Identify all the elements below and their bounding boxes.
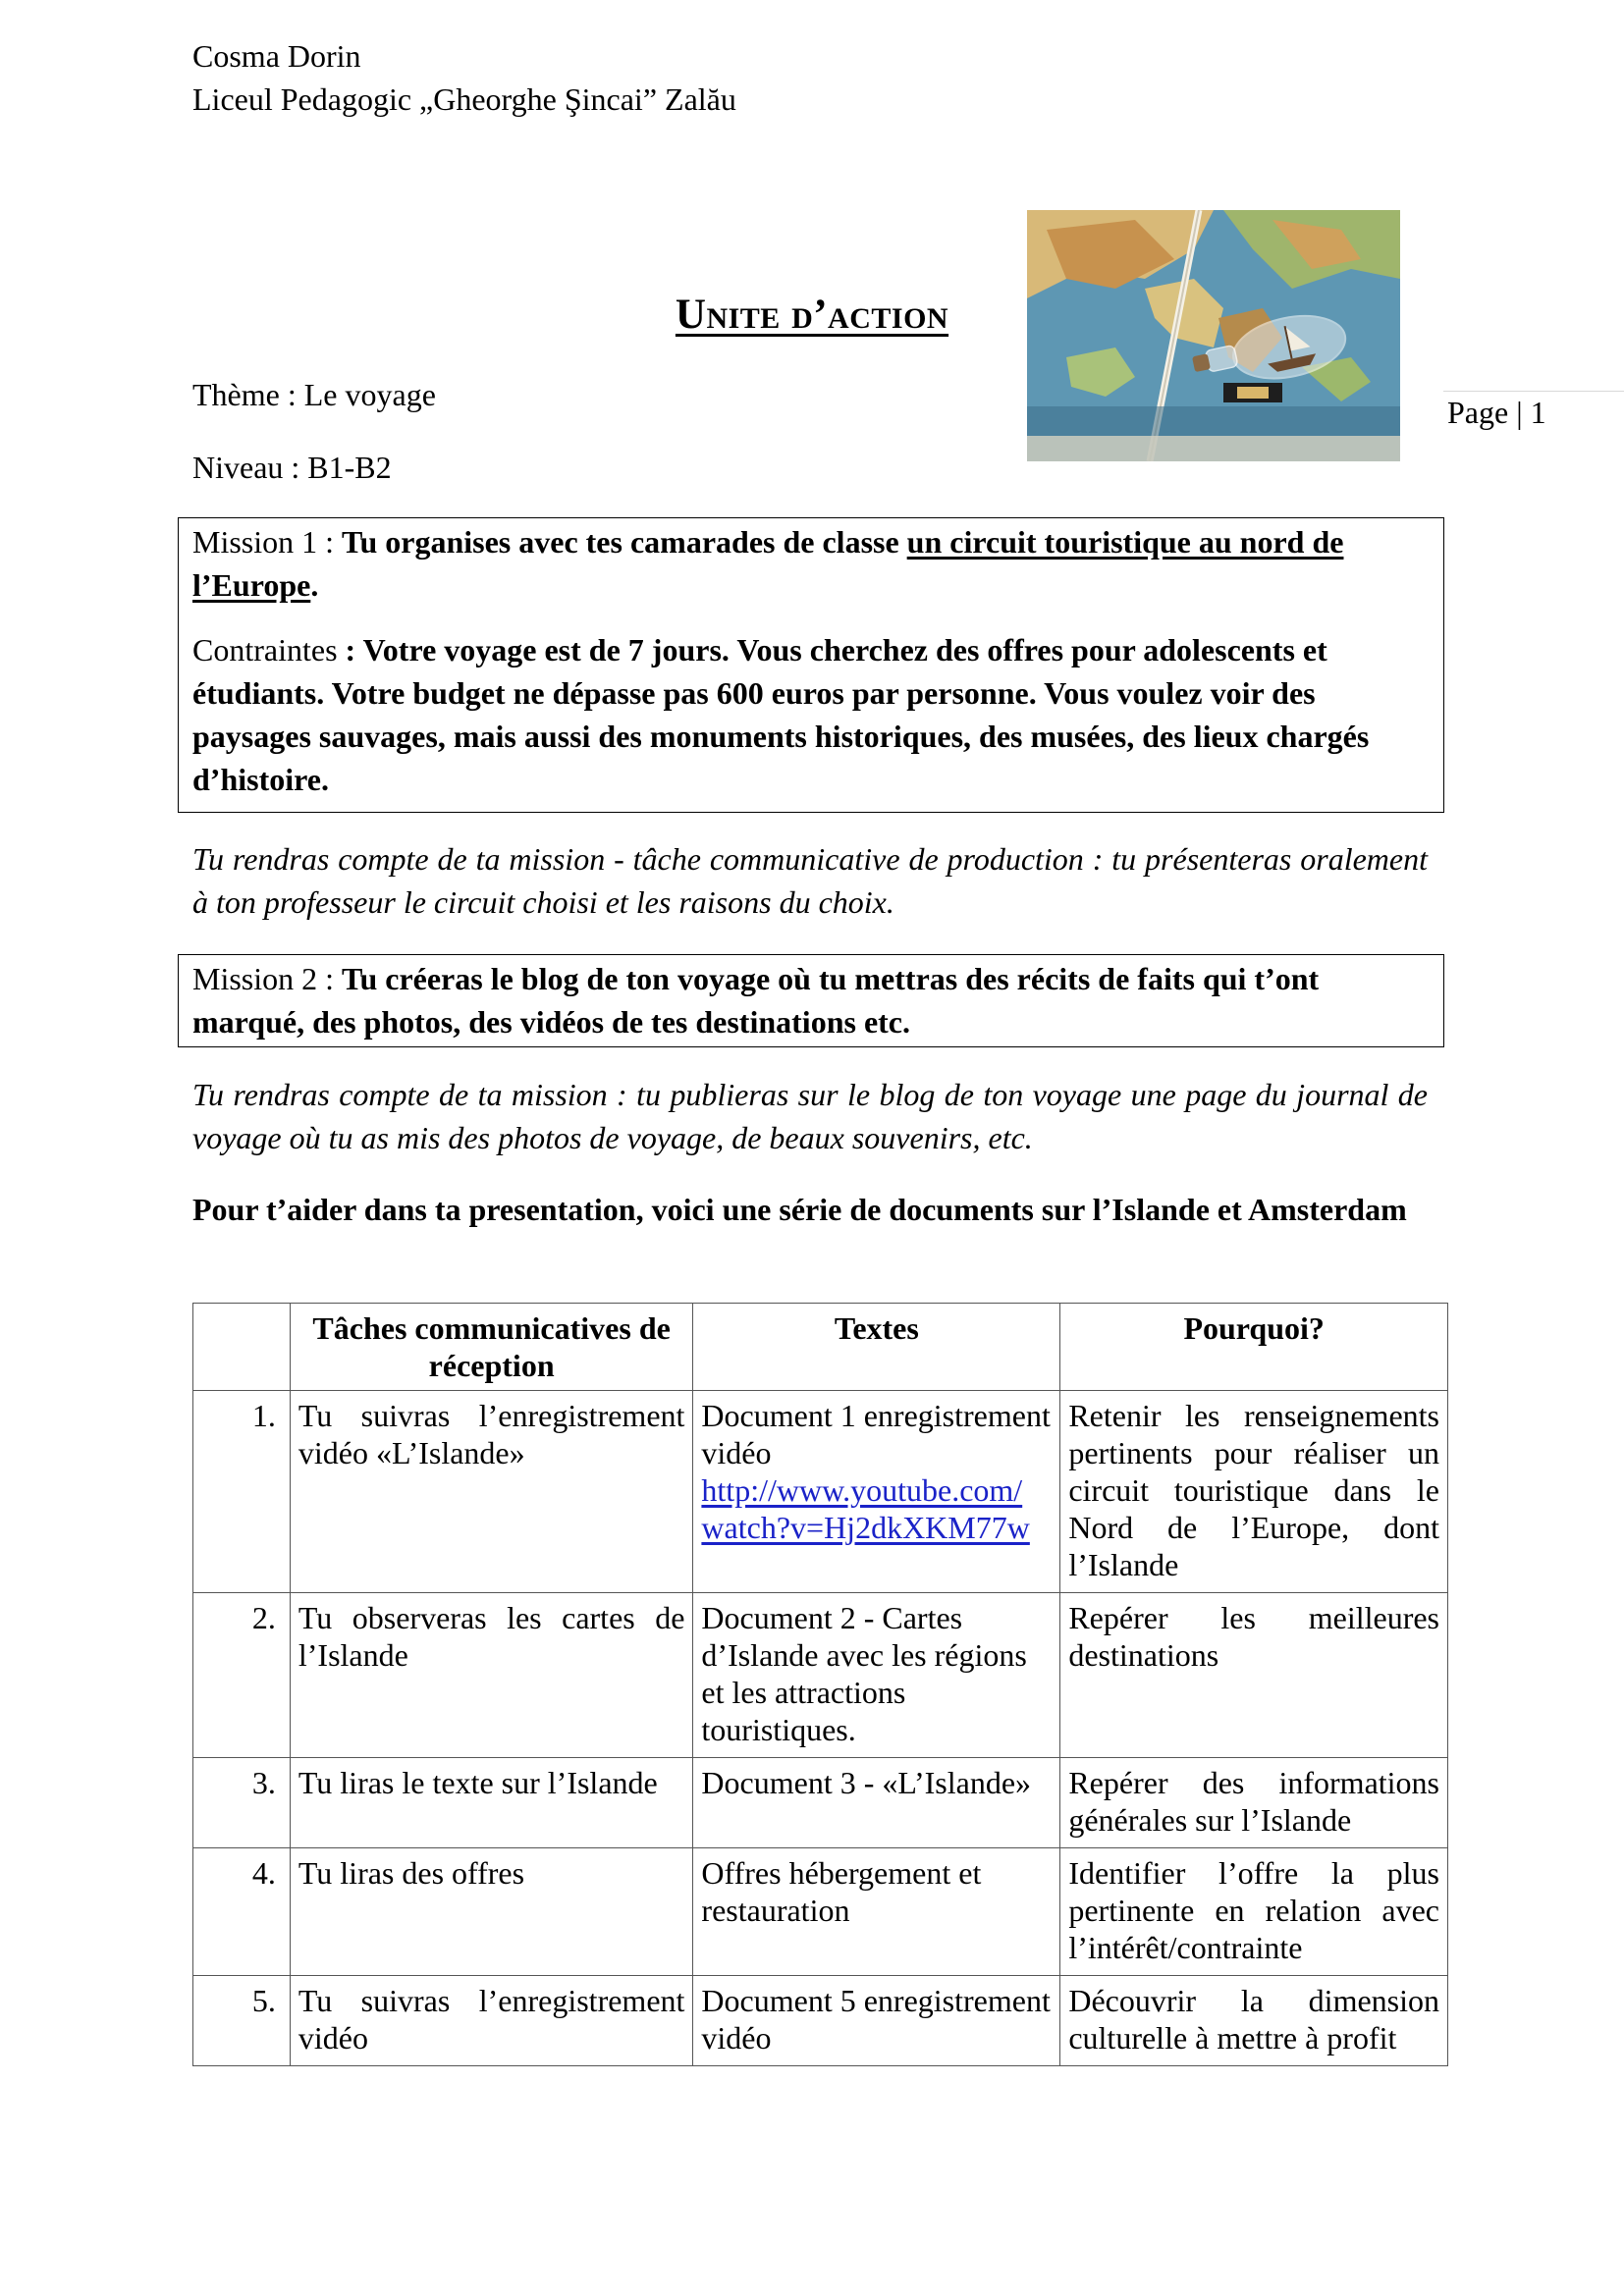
table-row — [193, 1976, 1448, 2066]
mission-2-label: Mission 2 : — [192, 961, 343, 996]
mission-1-end: . — [310, 567, 319, 603]
row-number: 5. — [193, 1976, 291, 2066]
row-number: 2. — [193, 1593, 291, 1758]
constraints-label: Contraintes — [192, 632, 346, 667]
row-text: Document 2 - Cartes d’Islande avec les régions et les attractions touristiques. — [693, 1593, 1060, 1758]
mission-2-report: Tu rendras compte de ta mission : tu publieras sur le blog de ton voyage une page du journal de voyage où tu as mis des photos de voyage, de beaux souvenirs, etc. — [192, 1077, 1428, 1155]
page-number: Page | 1 — [1447, 395, 1546, 430]
mission-1-text: Tu organises avec tes camarades de classe — [342, 524, 907, 560]
mission-1-underlined: un circuit touristique au nord de l’Europe — [192, 524, 1344, 603]
row-text: Document 5 enregistrement vidéo — [693, 1976, 1060, 2066]
row-task: Tu liras des offres — [290, 1848, 693, 1976]
header-cell-why: Pourquoi? — [1060, 1304, 1448, 1391]
mission-1-constraints — [192, 628, 1432, 801]
mission-1-label: Mission 1 : — [192, 524, 343, 560]
row-why: Repérer les meilleures destinations — [1060, 1593, 1448, 1758]
row-text: Document 3 - «L’Islande» — [693, 1758, 1060, 1848]
header-cell-texts: Textes — [693, 1304, 1060, 1391]
constraints-text: : Votre voyage est de 7 jours. Vous cherchez des offres pour adolescents et étudiants. Votre budget ne dépasse pas 600 euros par personne. Vous voulez voir des paysages sauvages, mais aussi des monuments historiques, des musées, des lieux chargés d’histoire. — [192, 632, 1370, 797]
table-header-row — [193, 1304, 1448, 1391]
row-task: Tu suivras l’enregistrement vidéo — [290, 1976, 693, 2066]
page-number-rule — [1443, 391, 1624, 392]
mission-2-text: Tu créeras le blog de ton voyage où tu mettras des récits de faits qui t’ont marqué, des photos, des vidéos de tes destinations etc. — [192, 961, 1320, 1040]
row-text: Offres hébergement et restauration — [693, 1848, 1060, 1976]
documents-intro: Pour t’aider dans ta presentation, voici une série de documents sur l’Islande et Amsterdam — [192, 1192, 1407, 1227]
mission-1-report: Tu rendras compte de ta mission - tâche communicative de production : tu présenteras oralement à ton professeur le circuit choisi et les raisons du choix. — [192, 841, 1428, 920]
youtube-link[interactable] — [701, 1472, 1029, 1545]
row-number: 3. — [193, 1758, 291, 1848]
table-row — [193, 1593, 1448, 1758]
row-number: 4. — [193, 1848, 291, 1976]
row-why: Repérer des informations générales sur l’Islande — [1060, 1758, 1448, 1848]
mission-2-statement — [192, 957, 1432, 1043]
document-title-text: Unite d’action — [675, 292, 949, 338]
mission-1-box — [178, 517, 1444, 813]
youtube-link-part-1: http://www.youtube.com/ — [701, 1472, 1023, 1508]
header-cell-num — [193, 1304, 291, 1391]
table-row — [193, 1391, 1448, 1593]
school-name: Liceul Pedagogic „Gheorghe Şincai” Zalău — [192, 81, 736, 117]
row-why: Identifier l’offre la plus pertinente en relation avec l’intérêt/contrainte — [1060, 1848, 1448, 1976]
youtube-link-part-2: watch?v=Hj2dkXKM77w — [701, 1510, 1030, 1545]
level-line: Niveau : B1-B2 — [192, 450, 392, 485]
tasks-table — [192, 1303, 1448, 2066]
row-why: Retenir les renseignements pertinents pour réaliser un circuit touristique dans le Nord de l’Europe, dont l’Islande — [1060, 1391, 1448, 1593]
theme-line: Thème : Le voyage — [192, 377, 436, 412]
row-task: Tu liras le texte sur l’Islande — [290, 1758, 693, 1848]
header-cell-tasks: Tâches communicatives de réception — [290, 1304, 693, 1391]
table-row — [193, 1758, 1448, 1848]
row-text — [693, 1391, 1060, 1593]
document-title — [0, 291, 1624, 339]
row-text-label: Document 1 enregistrement vidéo — [701, 1398, 1051, 1470]
row-task: Tu suivras l’enregistrement vidéo «L’Islande» — [290, 1391, 693, 1593]
mission-2-box — [178, 954, 1444, 1047]
author-name: Cosma Dorin — [192, 38, 361, 74]
mission-1-statement — [192, 520, 1432, 607]
table-row — [193, 1848, 1448, 1976]
row-task: Tu observeras les cartes de l’Islande — [290, 1593, 693, 1758]
row-number: 1. — [193, 1391, 291, 1593]
row-why: Découvrir la dimension culturelle à mettre à profit — [1060, 1976, 1448, 2066]
